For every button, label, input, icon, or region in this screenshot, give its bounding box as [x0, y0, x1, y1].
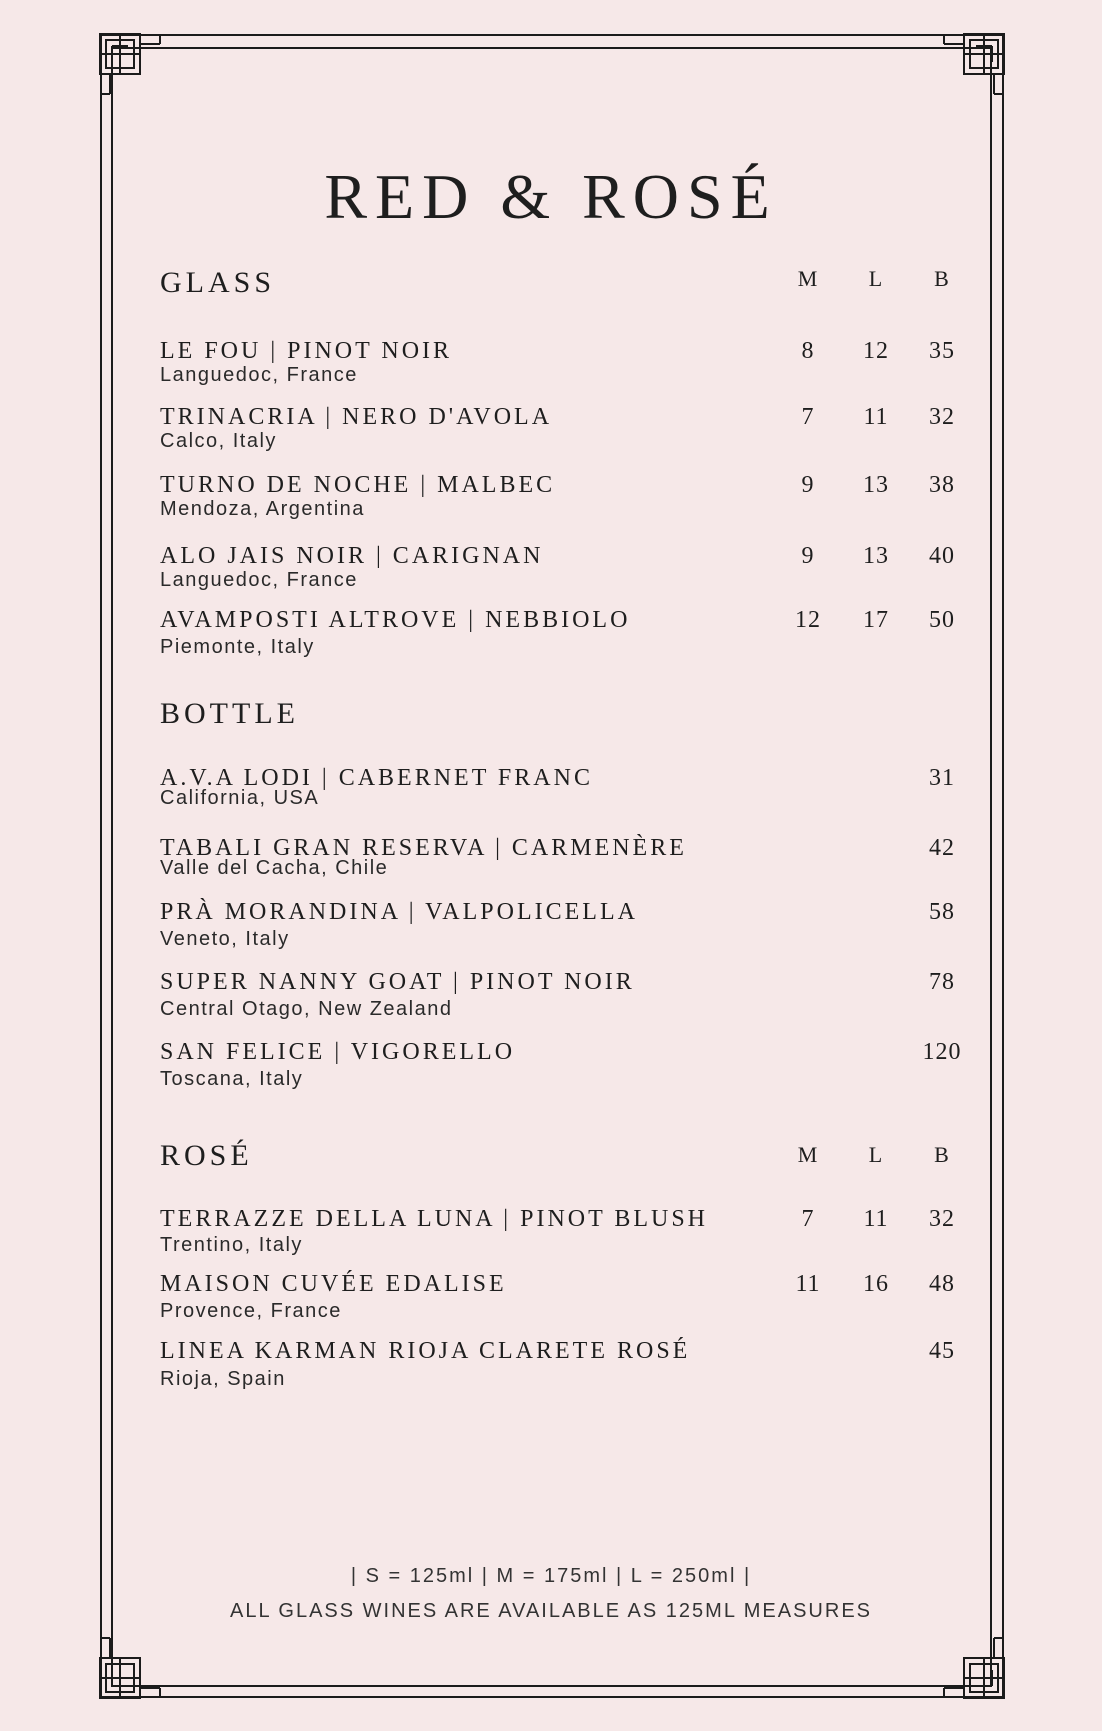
column-head-l: L — [868, 266, 884, 291]
section-heading-rose: ROSÉ — [160, 1139, 253, 1172]
wine-name: TRINACRIA | NERO D'AVOLA — [160, 404, 553, 430]
column-head-l: L — [868, 1142, 884, 1167]
price-medium: 11 — [795, 1271, 821, 1297]
wine-name: LE FOU | PINOT NOIR — [160, 338, 453, 364]
column-head-b: B — [934, 266, 950, 291]
wine-item — [160, 1271, 980, 1327]
price-medium: 12 — [795, 607, 821, 633]
section-heading-glass: GLASS — [160, 266, 276, 299]
price-medium: 8 — [801, 338, 815, 364]
price-bottle: 42 — [929, 835, 955, 861]
price-large: 13 — [863, 472, 889, 498]
wine-item — [160, 969, 980, 1025]
column-head-m: M — [797, 1142, 819, 1167]
corner-ornament-bottom-left — [98, 1630, 168, 1700]
price-bottle: 40 — [929, 543, 955, 569]
price-bottle: 120 — [922, 1039, 962, 1065]
wine-region: Valle del Cacha, Chile — [160, 857, 389, 879]
wine-item — [160, 765, 980, 821]
wine-item — [160, 1206, 980, 1262]
price-bottle: 48 — [929, 1271, 955, 1297]
wine-region: Provence, France — [160, 1300, 342, 1322]
wine-region: Rioja, Spain — [160, 1368, 286, 1390]
wine-item — [160, 1338, 980, 1394]
wine-name: SUPER NANNY GOAT | PINOT NOIR — [160, 969, 635, 995]
wine-name: TERRAZZE DELLA LUNA | PINOT BLUSH — [160, 1206, 709, 1232]
section-heading-bottle: BOTTLE — [160, 697, 299, 730]
wine-region: Central Otago, New Zealand — [160, 998, 453, 1020]
price-medium: 7 — [801, 404, 815, 430]
price-bottle: 50 — [929, 607, 955, 633]
wine-region: Trentino, Italy — [160, 1234, 303, 1256]
wine-item — [160, 899, 980, 955]
wine-name: A.V.A LODI | CABERNET FRANC — [160, 765, 593, 791]
wine-region: Languedoc, France — [160, 364, 358, 386]
footer-note: ALL GLASS WINES ARE AVAILABLE AS 125ML MEASURES — [229, 1600, 873, 1622]
wine-region: California, USA — [160, 787, 320, 809]
price-bottle: 31 — [929, 765, 955, 791]
price-large: 11 — [863, 1206, 889, 1232]
wine-name: ALO JAIS NOIR | CARIGNAN — [160, 543, 544, 569]
price-large: 12 — [863, 338, 889, 364]
wine-name: PRÀ MORANDINA | VALPOLICELLA — [160, 899, 638, 925]
wine-region: Mendoza, Argentina — [160, 498, 365, 520]
wine-name: LINEA KARMAN RIOJA CLARETE ROSÉ — [160, 1338, 691, 1364]
price-medium: 7 — [801, 1206, 815, 1232]
corner-ornament-top-left — [98, 32, 168, 102]
price-medium: 9 — [801, 543, 815, 569]
wine-region: Languedoc, France — [160, 569, 358, 591]
price-bottle: 35 — [929, 338, 955, 364]
price-medium: 9 — [801, 472, 815, 498]
wine-item — [160, 472, 980, 528]
wine-region: Piemonte, Italy — [160, 636, 315, 658]
footer-measures: | S = 125ml | M = 175ml | L = 250ml | — [350, 1565, 752, 1587]
wine-region: Calco, Italy — [160, 430, 277, 452]
price-bottle: 32 — [929, 1206, 955, 1232]
price-large: 17 — [863, 607, 889, 633]
page-title: RED & ROSÉ — [324, 161, 778, 232]
wine-item — [160, 338, 980, 394]
wine-item — [160, 1039, 980, 1095]
column-head-b: B — [934, 1142, 950, 1167]
price-large: 16 — [863, 1271, 889, 1297]
price-large: 13 — [863, 543, 889, 569]
wine-item — [160, 543, 980, 599]
column-head-m: M — [797, 266, 819, 291]
corner-ornament-top-right — [936, 32, 1006, 102]
wine-region: Toscana, Italy — [160, 1068, 304, 1090]
price-bottle: 58 — [929, 899, 955, 925]
wine-name: MAISON CUVÉE EDALISE — [160, 1271, 507, 1297]
wine-item — [160, 607, 980, 663]
price-bottle: 38 — [929, 472, 955, 498]
price-large: 11 — [863, 404, 889, 430]
wine-region: Veneto, Italy — [160, 928, 290, 950]
wine-item — [160, 835, 980, 891]
price-bottle: 45 — [929, 1338, 955, 1364]
wine-name: TABALI GRAN RESERVA | CARMENÈRE — [160, 835, 687, 861]
corner-ornament-bottom-right — [936, 1630, 1006, 1700]
wine-item — [160, 404, 980, 460]
wine-name: SAN FELICE | VIGORELLO — [160, 1039, 516, 1065]
wine-name: AVAMPOSTI ALTROVE | NEBBIOLO — [160, 607, 631, 633]
price-bottle: 78 — [929, 969, 955, 995]
wine-name: TURNO DE NOCHE | MALBEC — [160, 472, 556, 498]
price-bottle: 32 — [929, 404, 955, 430]
